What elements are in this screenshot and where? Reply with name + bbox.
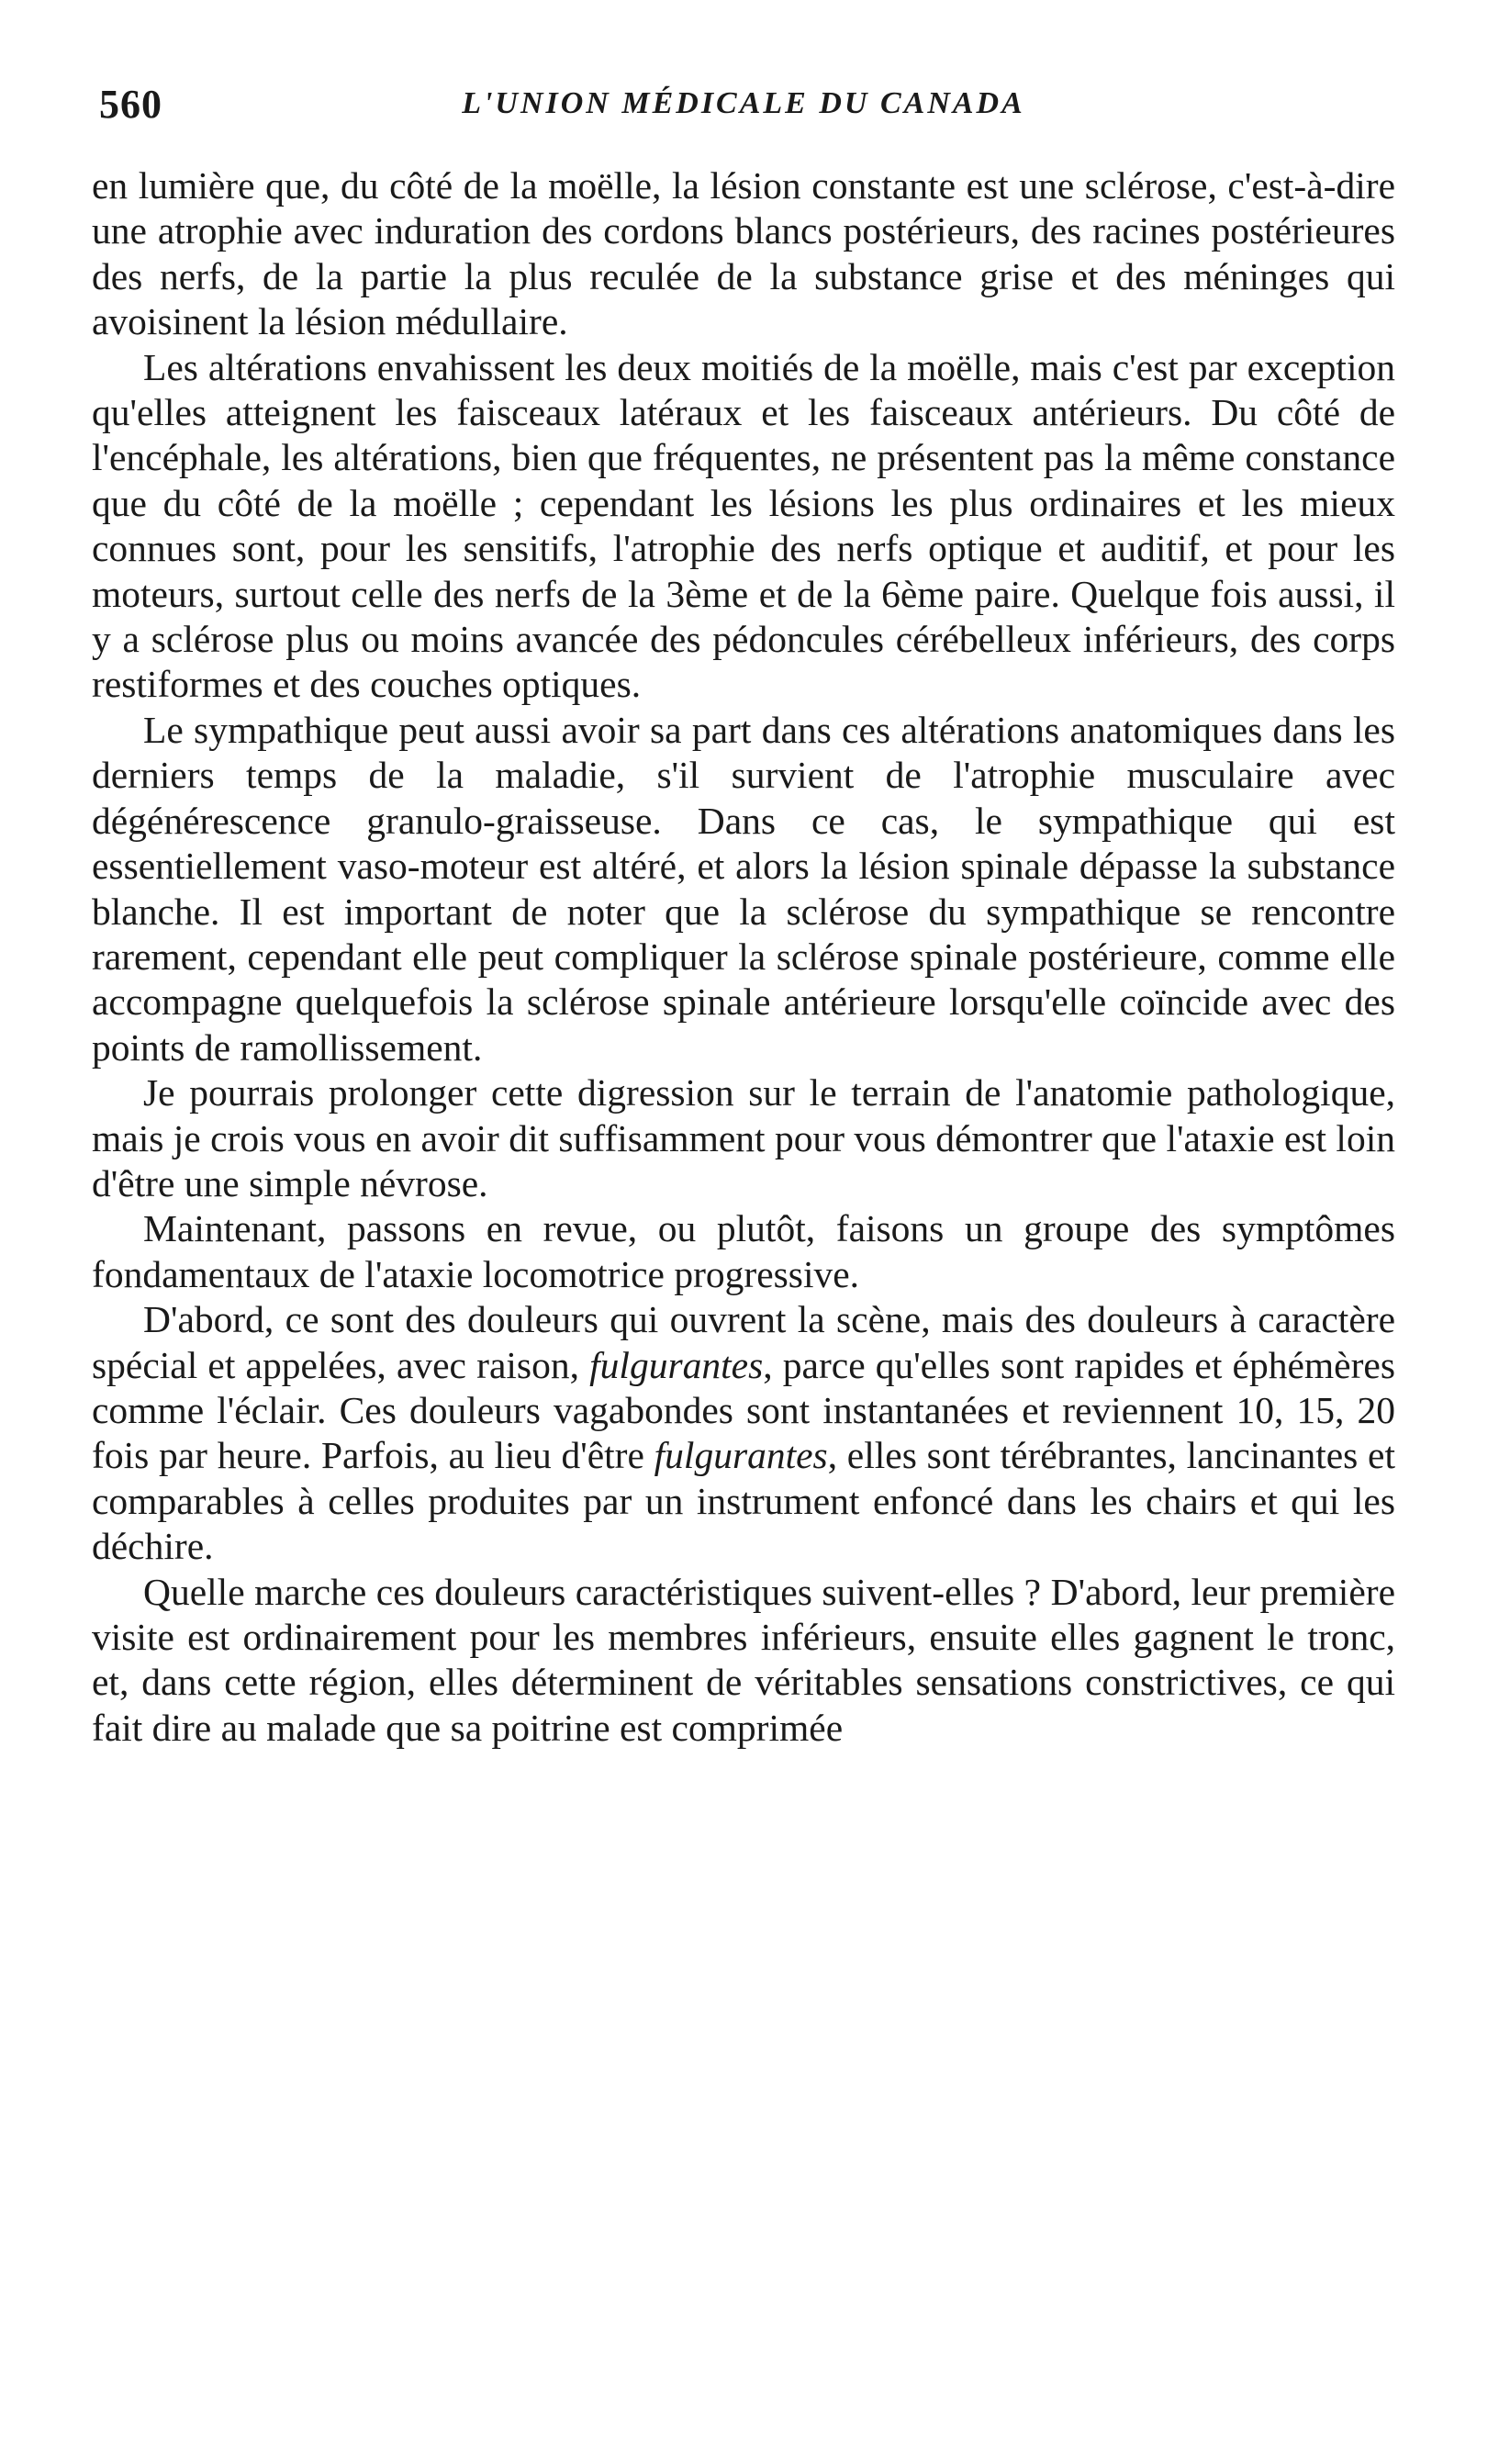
text-run: , elles sont térébrantes, lancinantes et comparables à celles produites par un instrument enfoncé dans les chairs et qui les déchire.	[92, 1434, 1395, 1568]
paragraph	[92, 1070, 1395, 1206]
text-run: D'abord, ce sont des douleurs qui ouvrent la scène, mais des douleurs à caractère spécial et appelées, avec raison,	[92, 1298, 1395, 1386]
paragraph	[92, 345, 1395, 708]
italic-text: fulgurantes	[589, 1343, 764, 1386]
text-run: Les altérations envahissent les deux moitiés de la moëlle, mais c'est par exception qu'elles atteignent les faisceaux latéraux et les faisceaux antérieurs. Du côté de l'encéphale, les altérations, bien que fréquentes, ne présentent pas la même constance que du côté de la moëlle ; cependant les lésions les plus ordinaires et les mieux connues sont, pour les sensitifs, l'atrophie des nerfs optique et auditif, et pour les moteurs, surtout celle des nerfs de la 3ème et de la 6ème paire. Quelque fois aussi, il y a sclérose plus ou moins avancée des pédoncules cérébelleux inférieurs, des corps restiformes et des couches optiques.	[92, 345, 1395, 706]
paragraph	[92, 1570, 1395, 1752]
text-run: Maintenant, passons en revue, ou plutôt, faisons un groupe des symptômes fondamentaux de l'ataxie locomotrice progressive.	[92, 1207, 1395, 1295]
page-header	[92, 81, 1395, 132]
text-run: , parce qu'elles sont rapides et éphémères comme l'éclair. Ces douleurs vagabondes sont instantanées et reviennent 10, 15, 20 fois par heure. Parfois, au lieu d'être	[92, 1343, 1395, 1477]
text-run: Je pourrais prolonger cette digression sur le terrain de l'anatomie pathologique, mais je crois vous en avoir dit suffisamment pour vous démontrer que l'ataxie est loin d'être une simple névrose.	[92, 1071, 1395, 1204]
text-run: Le sympathique peut aussi avoir sa part dans ces altérations anatomiques dans les derniers temps de la maladie, s'il survient de l'atrophie musculaire avec dégénérescence granulo-graisseuse. Dans ce cas, le sympathique qui est essentiellement vaso-moteur est altéré, et alors la lésion spinale dépasse la substance blanche. Il est important de noter que la sclérose du sympathique se rencontre rarement, cependant elle peut compliquer la sclérose spinale postérieure, comme elle accompagne quelquefois la sclérose spinale antérieure lorsqu'elle coïncide avec des points de ramollissement.	[92, 708, 1395, 1069]
page	[92, 81, 1395, 1751]
paragraph	[92, 708, 1395, 1070]
italic-text: fulgurantes	[654, 1434, 828, 1477]
text-run: Quelle marche ces douleurs caractéristiques suivent-elles ? D'abord, leur première visite est ordinairement pour les membres inférieurs, ensuite elles gagnent le tronc, et, dans cette région, elles déterminent de véritables sensations constrictives, ce qui fait dire au malade que sa poitrine est comprimée	[92, 1570, 1395, 1749]
body-text	[92, 163, 1395, 1751]
running-title: L'UNION MÉDICALE DU CANADA	[462, 86, 1025, 120]
page-number: 560	[99, 82, 162, 127]
paragraph	[92, 1297, 1395, 1569]
paragraph	[92, 163, 1395, 345]
paragraph	[92, 1206, 1395, 1297]
text-run: en lumière que, du côté de la moëlle, la lésion constante est une sclérose, c'est-à-dire une atrophie avec induration des cordons blancs postérieurs, des racines postérieures des nerfs, de la partie la plus reculée de la substance grise et des méninges qui avoisinent la lésion médullaire.	[92, 164, 1395, 343]
